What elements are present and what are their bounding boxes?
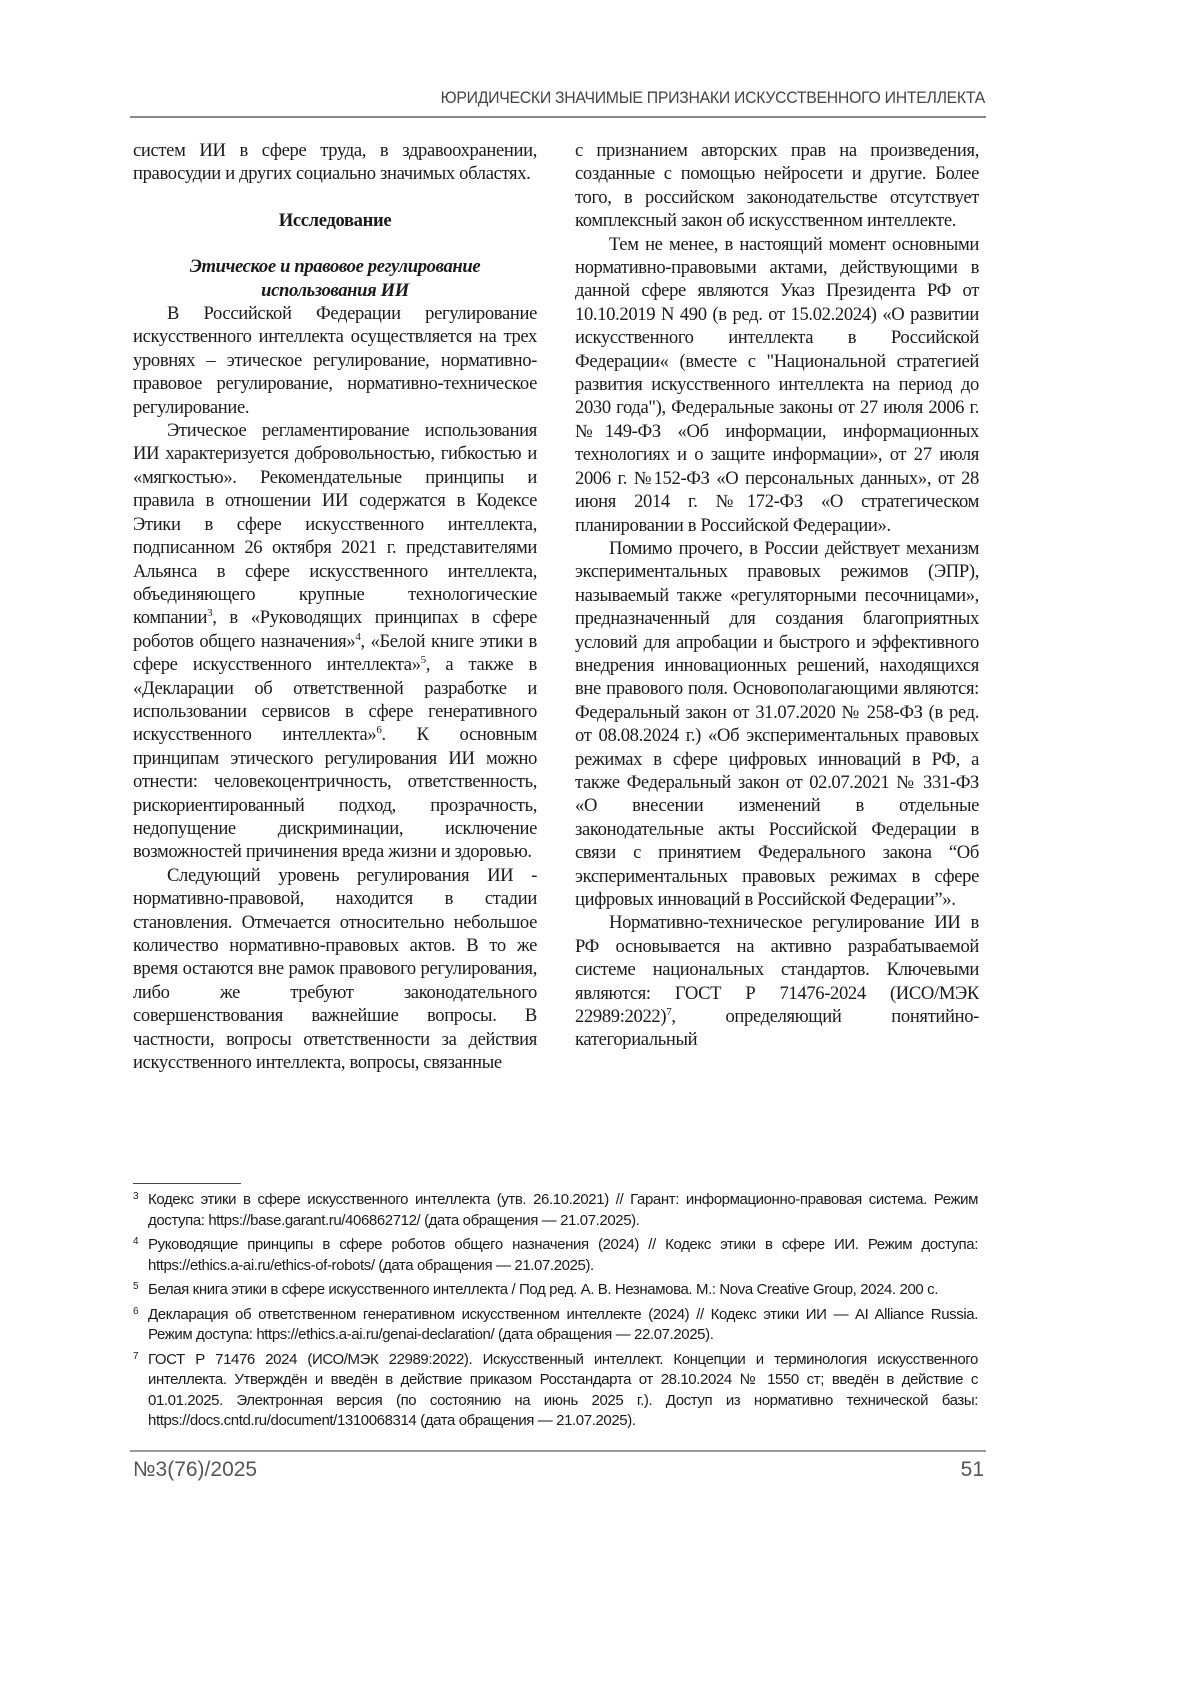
footnote-ref[interactable]: 7 — [666, 1006, 671, 1018]
footnote-text: Кодекс этики в сфере искусственного интеллекта (утв. 26.10.2021) // Гарант: информационно-правовая система. Режим доступа: https://base.garant.ru/406862712/ (дата обращения — 21.07.2025). — [148, 1191, 978, 1229]
paragraph: Тем не менее, в настоящий момент основными нормативно-правовыми актами, действующими в данной сфере являются Указ Президента РФ от 10.10.2019 N 490 (в ред. от 15.02.2024) «О развитии искусственного интеллекта в Российской Федерации« (вместе с "Национальной стратегией развития искусственного интеллекта на период до 2030 года"), Федеральные законы от 27 июля 2006 г. №149-ФЗ «Об информации, информационных технологиях и о защите информации», от 27 июля 2006 г. №152-ФЗ «О персональных данных», от 28 июня 2014 г. №172-ФЗ «О стратегическом планировании в Российской Федерации». — [575, 233, 979, 537]
paragraph: В Российской Федерации регулирование искусственного интеллекта осуществляется на трех уровнях – этическое регулирование, нормативно-правовое регулирование, нормативно-техническое регулирование. — [133, 302, 537, 419]
footnote-text: Декларация об ответственном генеративном искусственном интеллекте (2024) // Кодекс этики ИИ — AI Alliance Russia. Режим доступа: https://ethics.a-ai.ru/genai-declaration/ (дата обращения — 22.07.2025). — [148, 1306, 978, 1344]
footnote-text: ГОСТ Р 71476 2024 (ИСО/МЭК 22989:2022). Искусственный интеллект. Концепции и терминология искусственного интеллекта. Утверждён и введён в действие приказом Росстандарта от 28.10.2024 № 1550 ст; введён в действие с 01.01.2025. Электронная версия (по состоянию на июнь 2025 г.). Доступ из нормативно технической базы: https://docs.cntd.ru/document/1310068314 (дата обращения — 21.07.2025). — [148, 1351, 978, 1430]
footnote-text: Руководящие принципы в сфере роботов общего назначения (2024) // Кодекс этики в сфере ИИ. Режим доступа: https://ethics.a-ai.ru/ethics-of-robots/ (дата обращения — 21.07.2025). — [148, 1236, 978, 1274]
header-rule — [130, 116, 986, 118]
footnotes — [133, 1190, 978, 1436]
paragraph — [133, 419, 537, 864]
footnote-ref[interactable]: 6 — [376, 724, 381, 736]
page-number: 51 — [961, 1458, 984, 1482]
footnote-number: 6 — [133, 1302, 138, 1323]
text: , «Белой книге этики в сфере искусственного интеллекта» — [133, 631, 537, 675]
footnote — [133, 1235, 978, 1276]
footnote-number: 7 — [133, 1347, 138, 1368]
text: , определяющий понятийно-категориальный — [575, 1006, 979, 1050]
footnote — [133, 1190, 978, 1231]
footnote-number: 4 — [133, 1232, 138, 1253]
footnote-number: 3 — [133, 1187, 138, 1208]
text: , в «Руководящих принципах в сфере роботов общего назначения» — [133, 607, 537, 651]
paragraph: Следующий уровень регулирования ИИ - нормативно-правовой, находится в стадии становления. Отмечается относительно небольшое количество нормативно-правовых актов. В то же время остаются вне рамок правового регулирования, либо же требуют законодательного совершенствования важнейшие вопросы. В частности, вопросы ответственности за действия искусственного интеллекта, вопросы, связанные — [133, 864, 537, 1075]
text: . К основным принципам этического регулирования ИИ можно отнести: человекоцентричность, ответственность, рискориентированный подход, прозрачность, недопущение дискриминации, исключение возможностей причинения вреда жизни и здоровью. — [133, 724, 537, 862]
left-column — [133, 139, 537, 1074]
paragraph — [575, 911, 979, 1051]
footnote-separator — [133, 1183, 241, 1184]
footer-rule — [130, 1450, 986, 1452]
footnote-text: Белая книга этики в сфере искусственного интеллекта / Под ред. А. В. Незнамова. М.: Nova Creative Group, 2024. 200 с. — [148, 1281, 938, 1298]
paragraph: с признанием авторских прав на произведения, созданные с помощью нейросети и другие. Более того, в российском законодательстве отсутствует комплексный закон об искусственном интеллекте. — [575, 139, 979, 233]
paragraph: Помимо прочего, в России действует механизм экспериментальных правовых режимов (ЭПР), называемый также «регуляторными песочницами», предназначенный для создания благоприятных условий для апробации и быстрого и эффективного внедрения инновационных решений, находящихся вне правового поля. Основополагающими являются: Федеральный закон от 31.07.2020 № 258-ФЗ (в ред. от 08.08.2024 г.) «Об экспериментальных правовых режимах в сфере цифровых инноваций в РФ, а также Федеральный закон от 02.07.2021 № 331-ФЗ «О внесении изменений в отдельные законодательные акты Российской Федерации в связи с принятием Федерального закона “Об экспериментальных правовых режимах в сфере цифровых инноваций в Российской Федерации”». — [575, 537, 979, 912]
footnote — [133, 1305, 978, 1346]
footnote-number: 5 — [133, 1277, 138, 1298]
footnote-ref[interactable]: 5 — [421, 654, 426, 666]
paragraph: систем ИИ в сфере труда, в здравоохранении, правосудии и других социально значимых областях. — [133, 139, 537, 186]
text: Нормативно-техническое регулирование ИИ в РФ основывается на активно разрабатываемой системе национальных стандартов. Ключевыми являются: ГОСТ Р 71476-2024 (ИСО/МЭК 22989:2022) — [575, 912, 979, 1027]
footnote — [133, 1280, 978, 1301]
footnote — [133, 1350, 978, 1432]
section-heading: Исследование — [133, 209, 537, 232]
text: , а также в «Декларации об ответственной разработке и использовании сервисов в сфере генеративного искусственного интеллекта» — [133, 654, 537, 745]
footnote-ref[interactable]: 3 — [207, 607, 212, 619]
subsection-heading: Этическое и правовое регулирование использования ИИ — [133, 255, 537, 302]
text: Этическое регламентирование использования ИИ характеризуется добровольностью, гибкостью и «мягкостью». Рекомендательные принципы и правила в отношении ИИ содержатся в Кодексе Этики в сфере искусственного интеллекта, подписанном 26 октября 2021 г. представителями Альянса в сфере искусственного интеллекта, объединяющего крупные технологические компании — [133, 420, 537, 628]
right-column — [575, 139, 979, 1052]
footnote-ref[interactable]: 4 — [355, 631, 360, 643]
running-header: ЮРИДИЧЕСКИ ЗНАЧИМЫЕ ПРИЗНАКИ ИСКУССТВЕННОГО ИНТЕЛЛЕКТА — [190, 88, 985, 108]
issue-number: №3(76)/2025 — [133, 1458, 257, 1482]
